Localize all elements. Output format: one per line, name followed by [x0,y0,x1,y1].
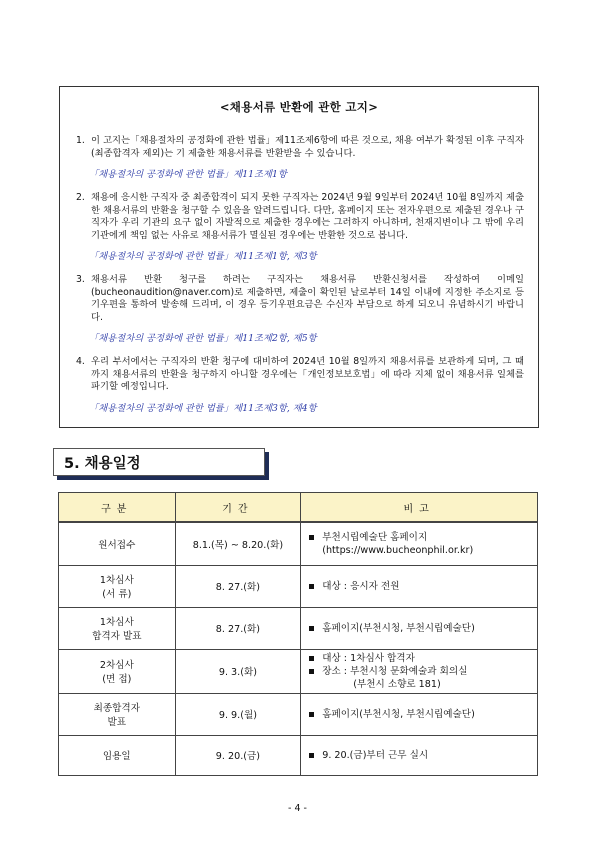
row-notes: 대상 : 응시자 전원 [301,565,538,607]
table-row [59,522,538,565]
row-notes: 부천시립예술단 홈페이지 (https://www.bucheonphil.or.kr) [301,522,538,565]
bullet-square-icon [309,753,314,758]
return-notice-box [59,86,539,428]
section-header [53,448,265,476]
bullet-square-icon [309,712,314,717]
header-period: 기간 [175,493,301,523]
schedule-table [58,492,538,776]
table-row [59,649,538,693]
row-notes: 홈페이지(부천시청, 부천시립예술단) [301,607,538,649]
section-title: 5. 채용일정 [64,455,141,472]
table-row [59,565,538,607]
notice-ref-1: 「채용절차의 공정화에 관한 법률」제11조제1항 [89,169,287,180]
row-notes: 9. 20.(금)부터 근무 실시 [301,735,538,775]
bullet-square-icon [309,535,314,540]
row-label: 1차심사 (서 류) [59,565,176,607]
row-period: 9. 3.(화) [175,649,301,693]
header-category: 구분 [59,493,176,523]
bullet-square-icon [309,584,314,589]
table-row [59,735,538,775]
notice-item-4: 4. 우리 부서에서는 구직자의 반환 청구에 대비하여 2024년 10월 8일까지 채용서류를 보관하게 되며, 그 때까지 채용서류의 반환을 청구하지 아니할 경우에는「개인정보보호법」에 따라 지체 없이 채용서류 일체를 파기할 예정입니다. [76,356,524,392]
row-period: 8.1.(목) ~ 8.20.(화) [175,522,301,565]
table-row [59,693,538,735]
notice-item-1: 1. 이 고지는「채용절차의 공정화에 관한 법률」제11조제6항에 따른 것으로, 채용 여부가 확정된 이후 구직자(최종합격자 제외)는 기 제출한 채용서류를 반환받을 수 있습니다. [76,135,524,159]
row-label: 2차심사 (면 접) [59,649,176,693]
notice-ref-4: 「채용절차의 공정화에 관한 법률」제11조제3항, 제4항 [89,402,317,414]
row-period: 9. 9.(월) [175,693,301,735]
bullet-square-icon [309,669,314,674]
notice-item-3: 3. 채용서류 반환 청구를 하려는 구직자는 채용서류 반환신청서를 작성하여 이메일(bucheonaudition@naver.com)로 제출하면, 제출이 확인된 날로부터 14일 이내에 지정한 주소지로 등기우편을 통하여 발송해 드리며, 이 경우 등기우편요금은 수신자 부담으로 하게 되오니 유념하시기 바랍니다. [76,274,524,323]
notice-title: <채용서류 반환에 관한 고지> [219,100,379,114]
row-label: 임용일 [59,735,176,775]
row-label: 1차심사 합격자 발표 [59,607,176,649]
notice-ref-2: 「채용절차의 공정화에 관한 법률」제11조제1항, 제3항 [89,251,317,262]
table-row [59,607,538,649]
header-remarks: 비고 [301,493,538,523]
section-header-box [53,448,265,476]
row-notes: 홈페이지(부천시청, 부천시립예술단) [301,693,538,735]
notice-ref-3: 「채용절차의 공정화에 관한 법률」제11조제2항, 제5항 [89,333,317,344]
row-label: 원서접수 [59,522,176,565]
row-period: 8. 27.(화) [175,565,301,607]
row-notes: 대상 : 1차심사 합격자 장소 : 부천시청 문화예술과 회의실 (부천시 소향로 181) [301,649,538,693]
table-header-row [59,493,538,523]
row-period: 8. 27.(화) [175,607,301,649]
bullet-square-icon [309,656,314,661]
page-number: - 4 - [288,803,307,814]
row-period: 9. 20.(금) [175,735,301,775]
notice-item-2: 2. 채용에 응시한 구직자 중 최종합격이 되지 못한 구직자는 2024년 9월 9일부터 2024년 10월 8일까지 제출한 채용서류의 반환을 청구할 수 있음을 알려드립니다. 다만, 홈페이지 또는 전자우편으로 제출된 경우나 구직자가 우리 기관의 요구 없이 자발적으로 제출한 경우에는 그러하지 아니하며, 천재지변이나 그 밖에 우리 기관에게 책임 없는 사유로 채용서류가 멸실된 경우에는 반환한 것으로 봅니다. [76,192,524,241]
row-label: 최종합격자 발표 [59,693,176,735]
bullet-square-icon [309,626,314,631]
